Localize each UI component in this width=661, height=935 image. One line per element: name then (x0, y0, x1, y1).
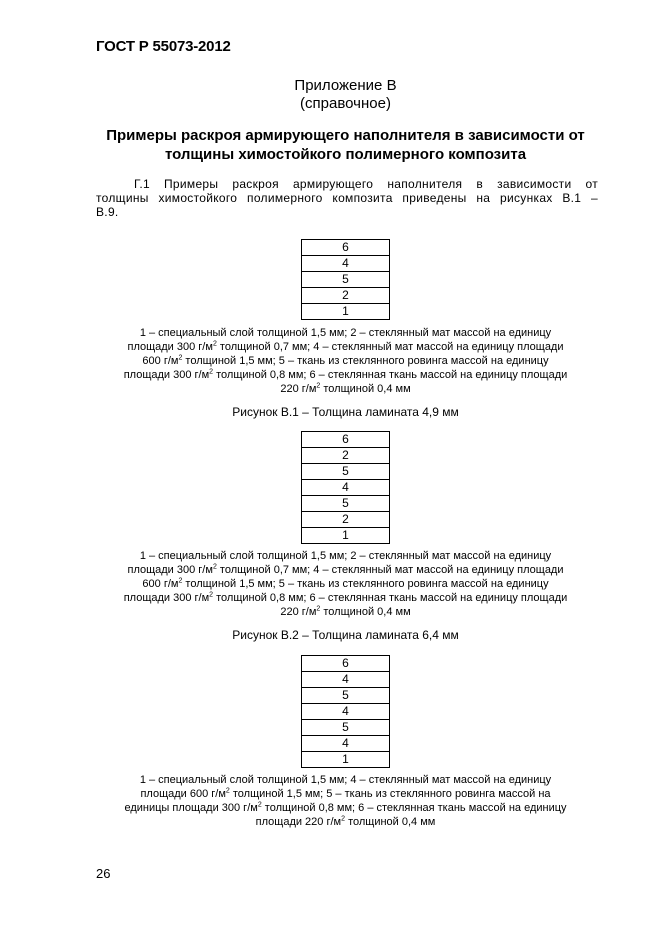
legend-fig3 (90, 773, 601, 829)
layer-cell: 2 (302, 512, 390, 528)
legend-line: 1 – специальный слой толщиной 1,5 мм; 2 – стеклянный мат массой на единицу (139, 550, 552, 562)
legend-line: 220 $г/м^2$ толщиной 0,4 мм (280, 605, 411, 618)
layer-cell: 5 (302, 464, 390, 480)
appendix-title: Приложение В (294, 77, 397, 94)
layer-row (302, 512, 390, 528)
layer-table-fig1 (301, 239, 390, 320)
document-code: ГОСТ Р 55073-2012 (96, 38, 231, 55)
layer-cell: 2 (302, 288, 390, 304)
legend-fig2 (90, 549, 601, 619)
legend-line: площади 600 $г/м^2$ толщиной 1,5 мм; 5 – ткань из стеклянного ровинга массой на (140, 787, 551, 800)
appendix-subtitle: (справочное) (300, 95, 391, 112)
layer-row (302, 672, 390, 688)
legend-line: 1 – специальный слой толщиной 1,5 мм; 2 – стеклянный мат массой на единицу (139, 327, 552, 339)
section-title-line2: толщины химостойкого полимерного композита (164, 146, 527, 163)
layer-table-fig3 (301, 655, 390, 768)
layer-cell: 6 (302, 240, 390, 256)
layer-cell: 6 (302, 656, 390, 672)
layer-row (302, 256, 390, 272)
section-title-line1: Примеры раскроя армирующего наполнителя в зависимости от (106, 127, 585, 144)
layer-cell: 4 (302, 672, 390, 688)
layer-row (302, 656, 390, 672)
legend-line: площади 300 $г/м^2$ толщиной 0,7 мм; 4 – стеклянный мат массой на единицу площади (127, 340, 564, 353)
layer-row (302, 272, 390, 288)
legend-line: 600 $г/м^2$ толщиной 1,5 мм; 5 – ткань из стеклянного ровинга массой на единицу (142, 577, 549, 590)
figure-caption-fig1: Рисунок В.1 – Толщина ламината 4,9 мм (232, 405, 459, 419)
layer-row (302, 288, 390, 304)
legend-line: площади 300 $г/м^2$ толщиной 0,8 мм; 6 – стеклянная ткань массой на единицу площади (123, 591, 568, 604)
layer-row (302, 448, 390, 464)
layer-row (302, 240, 390, 256)
layer-row (302, 496, 390, 512)
layer-row (302, 432, 390, 448)
layer-cell: 5 (302, 496, 390, 512)
layer-row (302, 704, 390, 720)
layer-cell: 5 (302, 720, 390, 736)
legend-line: площади 300 $г/м^2$ толщиной 0,7 мм; 4 – стеклянный мат массой на единицу площади (127, 563, 564, 576)
layer-cell: 2 (302, 448, 390, 464)
layer-row (302, 688, 390, 704)
layer-cell: 1 (302, 304, 390, 320)
legend-line: 1 – специальный слой толщиной 1,5 мм; 4 – стеклянный мат массой на единицу (139, 774, 552, 786)
legend-line: 600 $г/м^2$ толщиной 1,5 мм; 5 – ткань из стеклянного ровинга массой на единицу (142, 354, 549, 367)
layer-cell: 6 (302, 432, 390, 448)
legend-line: площади 220 $г/м^2$ толщиной 0,4 мм (255, 815, 436, 828)
layer-row (302, 480, 390, 496)
layer-cell: 4 (302, 704, 390, 720)
legend-line: 220 $г/м^2$ толщиной 0,4 мм (280, 382, 411, 395)
layer-cell: 4 (302, 480, 390, 496)
layer-row (302, 464, 390, 480)
layer-row (302, 304, 390, 320)
layer-table-fig2 (301, 431, 390, 544)
layer-row (302, 720, 390, 736)
figure-caption-fig2: Рисунок В.2 – Толщина ламината 6,4 мм (232, 628, 459, 642)
section-title (60, 126, 631, 164)
legend-line: площади 300 $г/м^2$ толщиной 0,8 мм; 6 – стеклянная ткань массой на единицу площади (123, 368, 568, 381)
layer-cell: 5 (302, 688, 390, 704)
legend-fig1 (90, 326, 601, 396)
intro-paragraph: Г.1 Примеры раскроя армирующего наполнителя в зависимости от толщины химостойкого полимерного композита приведены на рисунках В.1 – В.9. (96, 177, 598, 219)
layer-cell: 4 (302, 256, 390, 272)
layer-cell: 1 (302, 528, 390, 544)
layer-row (302, 736, 390, 752)
legend-line: единицы площади 300 $г/м^2$ толщиной 0,8 мм; 6 – стеклянная ткань массой на единицу (124, 801, 567, 814)
layer-cell: 4 (302, 736, 390, 752)
layer-row (302, 752, 390, 768)
appendix-heading (60, 77, 631, 113)
layer-cell: 5 (302, 272, 390, 288)
layer-row (302, 528, 390, 544)
layer-cell: 1 (302, 752, 390, 768)
page-number: 26 (96, 866, 111, 881)
